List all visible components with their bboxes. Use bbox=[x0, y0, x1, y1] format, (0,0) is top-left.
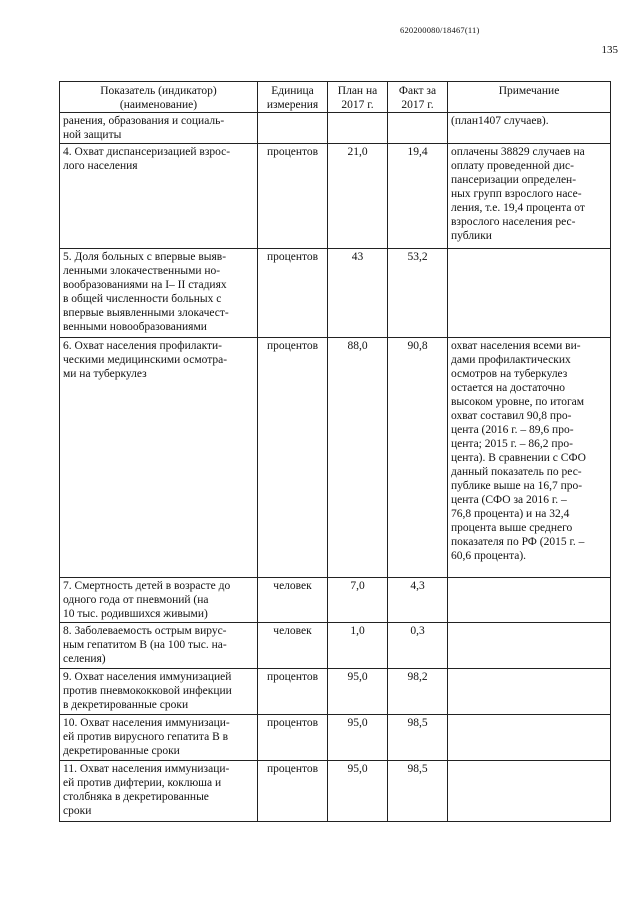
column-header-plan: План на 2017 г. bbox=[328, 82, 388, 113]
table-row bbox=[60, 623, 611, 669]
note-cell bbox=[448, 715, 611, 761]
unit-cell: процентов bbox=[258, 669, 328, 715]
unit-cell bbox=[258, 113, 328, 144]
plan-cell: 1,0 bbox=[328, 623, 388, 669]
plan-cell: 95,0 bbox=[328, 761, 388, 822]
column-header-note: Примечание bbox=[448, 82, 611, 113]
table-row bbox=[60, 761, 611, 822]
unit-cell: процентов bbox=[258, 761, 328, 822]
table-row bbox=[60, 144, 611, 249]
plan-cell bbox=[328, 113, 388, 144]
indicators-table bbox=[59, 81, 611, 822]
table-header-row bbox=[60, 82, 611, 113]
page-number: 135 bbox=[601, 44, 618, 56]
indicator-cell: 10. Охват населения иммунизаци- ей против вирусного гепатита В в декретированные сроки bbox=[60, 715, 258, 761]
indicator-cell: 6. Охват населения профилакти- ческими медицинскими осмотра- ми на туберкулез bbox=[60, 338, 258, 578]
note-cell bbox=[448, 249, 611, 338]
indicator-cell: 5. Доля больных с впервые выяв- ленными злокачественными но- вообразованиями на I– II стадиях в общей численности больных с впервые выявленными злокачест- венными новообразованиями bbox=[60, 249, 258, 338]
unit-cell: процентов bbox=[258, 144, 328, 249]
indicator-cell: 7. Смертность детей в возрасте до одного года от пневмоний (на 10 тыс. родившихся живыми) bbox=[60, 578, 258, 623]
fact-cell: 19,4 bbox=[388, 144, 448, 249]
note-cell bbox=[448, 623, 611, 669]
fact-cell: 4,3 bbox=[388, 578, 448, 623]
indicator-cell: 9. Охват населения иммунизацией против пневмококковой инфекции в декретированные сроки bbox=[60, 669, 258, 715]
note-cell: (план1407 случаев). bbox=[448, 113, 611, 144]
indicator-cell: 11. Охват населения иммунизаци- ей против дифтерии, коклюша и столбняка в декретированные сроки bbox=[60, 761, 258, 822]
note-cell bbox=[448, 669, 611, 715]
fact-cell: 90,8 bbox=[388, 338, 448, 578]
fact-cell bbox=[388, 113, 448, 144]
document-code: 620200080/18467(11) bbox=[400, 25, 480, 35]
column-header-unit: Единица измерения bbox=[258, 82, 328, 113]
indicator-cell: ранения, образования и социаль- ной защиты bbox=[60, 113, 258, 144]
unit-cell: человек bbox=[258, 623, 328, 669]
plan-cell: 95,0 bbox=[328, 715, 388, 761]
table-row bbox=[60, 338, 611, 578]
note-cell bbox=[448, 578, 611, 623]
column-header-indicator: Показатель (индикатор) (наименование) bbox=[60, 82, 258, 113]
note-cell: охват населения всеми ви- дами профилактических осмотров на туберкулез остается на достаточно высоком уровне, по итогам охват составил 90,8 про- цента (2016 г. – 89,6 про- цента; 2015 г. – 86,2 про- цента). В сравнении с СФО данный показатель по рес- публике выше на 16,7 про- цента (СФО за 2016 г. – 76,8 процента) и на 32,4 процента выше среднего показателя по РФ (2015 г. – 60,6 процента). bbox=[448, 338, 611, 578]
unit-cell: процентов bbox=[258, 338, 328, 578]
plan-cell: 88,0 bbox=[328, 338, 388, 578]
plan-cell: 21,0 bbox=[328, 144, 388, 249]
table-row bbox=[60, 669, 611, 715]
fact-cell: 98,5 bbox=[388, 761, 448, 822]
unit-cell: процентов bbox=[258, 715, 328, 761]
column-header-fact: Факт за 2017 г. bbox=[388, 82, 448, 113]
plan-cell: 43 bbox=[328, 249, 388, 338]
plan-cell: 95,0 bbox=[328, 669, 388, 715]
fact-cell: 98,5 bbox=[388, 715, 448, 761]
table-row bbox=[60, 249, 611, 338]
fact-cell: 53,2 bbox=[388, 249, 448, 338]
fact-cell: 98,2 bbox=[388, 669, 448, 715]
unit-cell: человек bbox=[258, 578, 328, 623]
table-row bbox=[60, 113, 611, 144]
plan-cell: 7,0 bbox=[328, 578, 388, 623]
note-cell: оплачены 38829 случаев на оплату проведенной дис- пансеризации определен- ных групп взрослого насе- ления, т.е. 19,4 процента от взрослого населения рес- публики bbox=[448, 144, 611, 249]
indicator-cell: 8. Заболеваемость острым вирус- ным гепатитом В (на 100 тыс. на- селения) bbox=[60, 623, 258, 669]
fact-cell: 0,3 bbox=[388, 623, 448, 669]
indicator-cell: 4. Охват диспансеризацией взрос- лого населения bbox=[60, 144, 258, 249]
unit-cell: процентов bbox=[258, 249, 328, 338]
table-row bbox=[60, 715, 611, 761]
table-row bbox=[60, 578, 611, 623]
note-cell bbox=[448, 761, 611, 822]
